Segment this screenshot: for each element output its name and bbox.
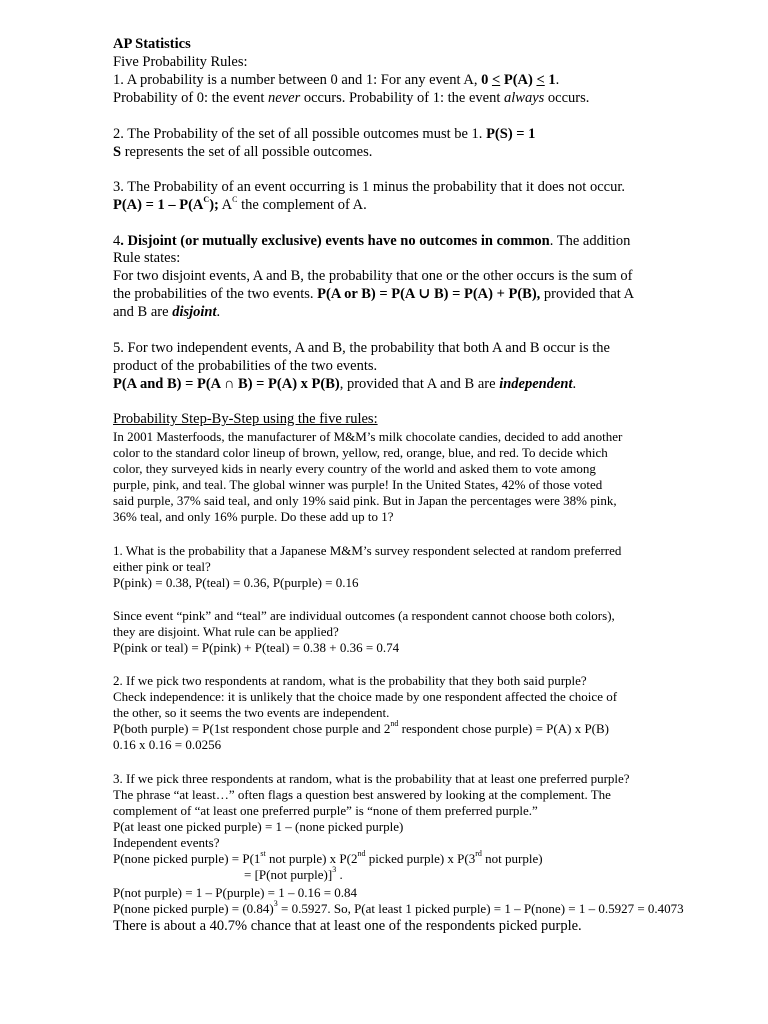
q1-answer-line: they are disjoint. What rule can be applied? (113, 624, 339, 639)
q3-line: 3. If we pick three respondents at random, what is the probability that at least one preferred purple? (113, 771, 630, 786)
q2-line: Check independence: it is unlikely that the choice made by one respondent affected the choice of (113, 689, 618, 704)
rule-5-line-3: P(A and B) = P(A ∩ B) = P(A) x P(B), provided that A and B are independent. (113, 376, 577, 392)
document-title: AP Statistics (113, 36, 191, 52)
intro-line: color, they surveyed kids in nearly every country of the world and asked them to vote among (113, 461, 596, 476)
rule-4-line-3: For two disjoint events, A and B, the probability that one or the other occurs is the sum of (113, 268, 633, 284)
intro-line: purple, pink, and teal. The global winner was purple! In the United States, 42% of those voted (113, 477, 603, 492)
rule-2-line-2: S represents the set of all possible outcomes. (113, 144, 373, 160)
q1-answer-line: P(pink or teal) = P(pink) + P(teal) = 0.38 + 0.36 = 0.74 (113, 640, 400, 655)
q2-formula: P(both purple) = P(1st respondent chose purple and 2nd respondent chose purple) = P(A) x P(B) (113, 719, 610, 736)
rule-1-line-2: Probability of 0: the event never occurs. Probability of 1: the event always occurs. (113, 90, 590, 106)
q3-none-formula: P(none picked purple) = P(1st not purple) x P(2nd picked purple) x P(3rd not purple) (113, 849, 543, 866)
rule-2-line-1: 2. The Probability of the set of all possible outcomes must be 1. P(S) = 1 (113, 126, 536, 142)
rule-5-line-1: 5. For two independent events, A and B, the probability that both A and B occur is the (113, 340, 610, 356)
rule-4-line-5: and B are disjoint. (113, 304, 221, 320)
q1-line: 1. What is the probability that a Japanese M&M’s survey respondent selected at random preferred (113, 543, 622, 558)
rule-5-line-2: product of the probabilities of the two events. (113, 358, 378, 374)
q2-line: 2. If we pick two respondents at random, what is the probability that they both said purple? (113, 673, 587, 688)
rule-4-line-1: 4. Disjoint (or mutually exclusive) events have no outcomes in common. The addition (113, 233, 631, 249)
intro-line: color to the standard color lineup of brown, yellow, red, orange, blue, and red. To decide which (113, 445, 608, 460)
q3-power-formula: = [P(not purple)]$^3$ . (244, 865, 343, 882)
q3-line: P(at least one picked purple) = 1 – (none picked purple) (113, 819, 404, 834)
q1-line: either pink or teal? (113, 559, 211, 574)
q2-line: the other, so it seems the two events are independent. (113, 705, 390, 720)
q2-calc: 0.16 x 0.16 = 0.0256 (113, 737, 222, 752)
q1-line: P(pink) = 0.38, P(teal) = 0.36, P(purple) = 0.16 (113, 575, 359, 590)
q3-line: The phrase “at least…” often flags a question best answered by looking at the complement. The (113, 787, 611, 802)
q1-answer-line: Since event “pink” and “teal” are individual outcomes (a respondent cannot choose both colors), (113, 608, 615, 623)
rule-1-line-1: 1. A probability is a number between 0 and 1: For any event A, 0 < P(A) < 1. (113, 72, 560, 88)
q3-line: complement of “at least one preferred purple” is “none of them preferred purple.” (113, 803, 538, 818)
intro-line: In 2001 Masterfoods, the manufacturer of M&M’s milk chocolate candies, decided to add another (113, 429, 623, 444)
q3-line: Independent events? (113, 835, 220, 850)
q3-conclusion: There is about a 40.7% chance that at least one of the respondents picked purple. (113, 918, 582, 934)
q3-final-calc: P(none picked purple) = $(0.84)^3 = 0.5927$. So, P(at least 1 picked purple) = 1 – P(none) = 1 – 0.5927 = 0.4073 (113, 899, 684, 916)
rule-3-line-1: 3. The Probability of an event occurring is 1 minus the probability that it does not occur. (113, 179, 625, 195)
rule-3-formula: $P(A) = 1 - P(A^C)$; $A^C$ the complement of A. (113, 195, 367, 213)
rule-4-line-2: Rule states: (113, 250, 181, 266)
rules-subtitle: Five Probability Rules: (113, 54, 248, 70)
intro-line: 36% teal, and only 16% purple. Do these add up to 1? (113, 509, 394, 524)
rule-4-line-4: the probabilities of the two events. P(A or B) = P(A ∪ B) = P(A) + P(B), provided that A (113, 286, 635, 302)
q3-not-purple: P(not purple) = 1 – P(purple) = 1 – 0.16 = 0.84 (113, 885, 358, 900)
step-by-step-heading: Probability Step-By-Step using the five rules: (113, 411, 378, 427)
intro-line: said purple, 37% said teal, and only 19% said pink. But in Japan the percentages were 38% pink, (113, 493, 617, 508)
